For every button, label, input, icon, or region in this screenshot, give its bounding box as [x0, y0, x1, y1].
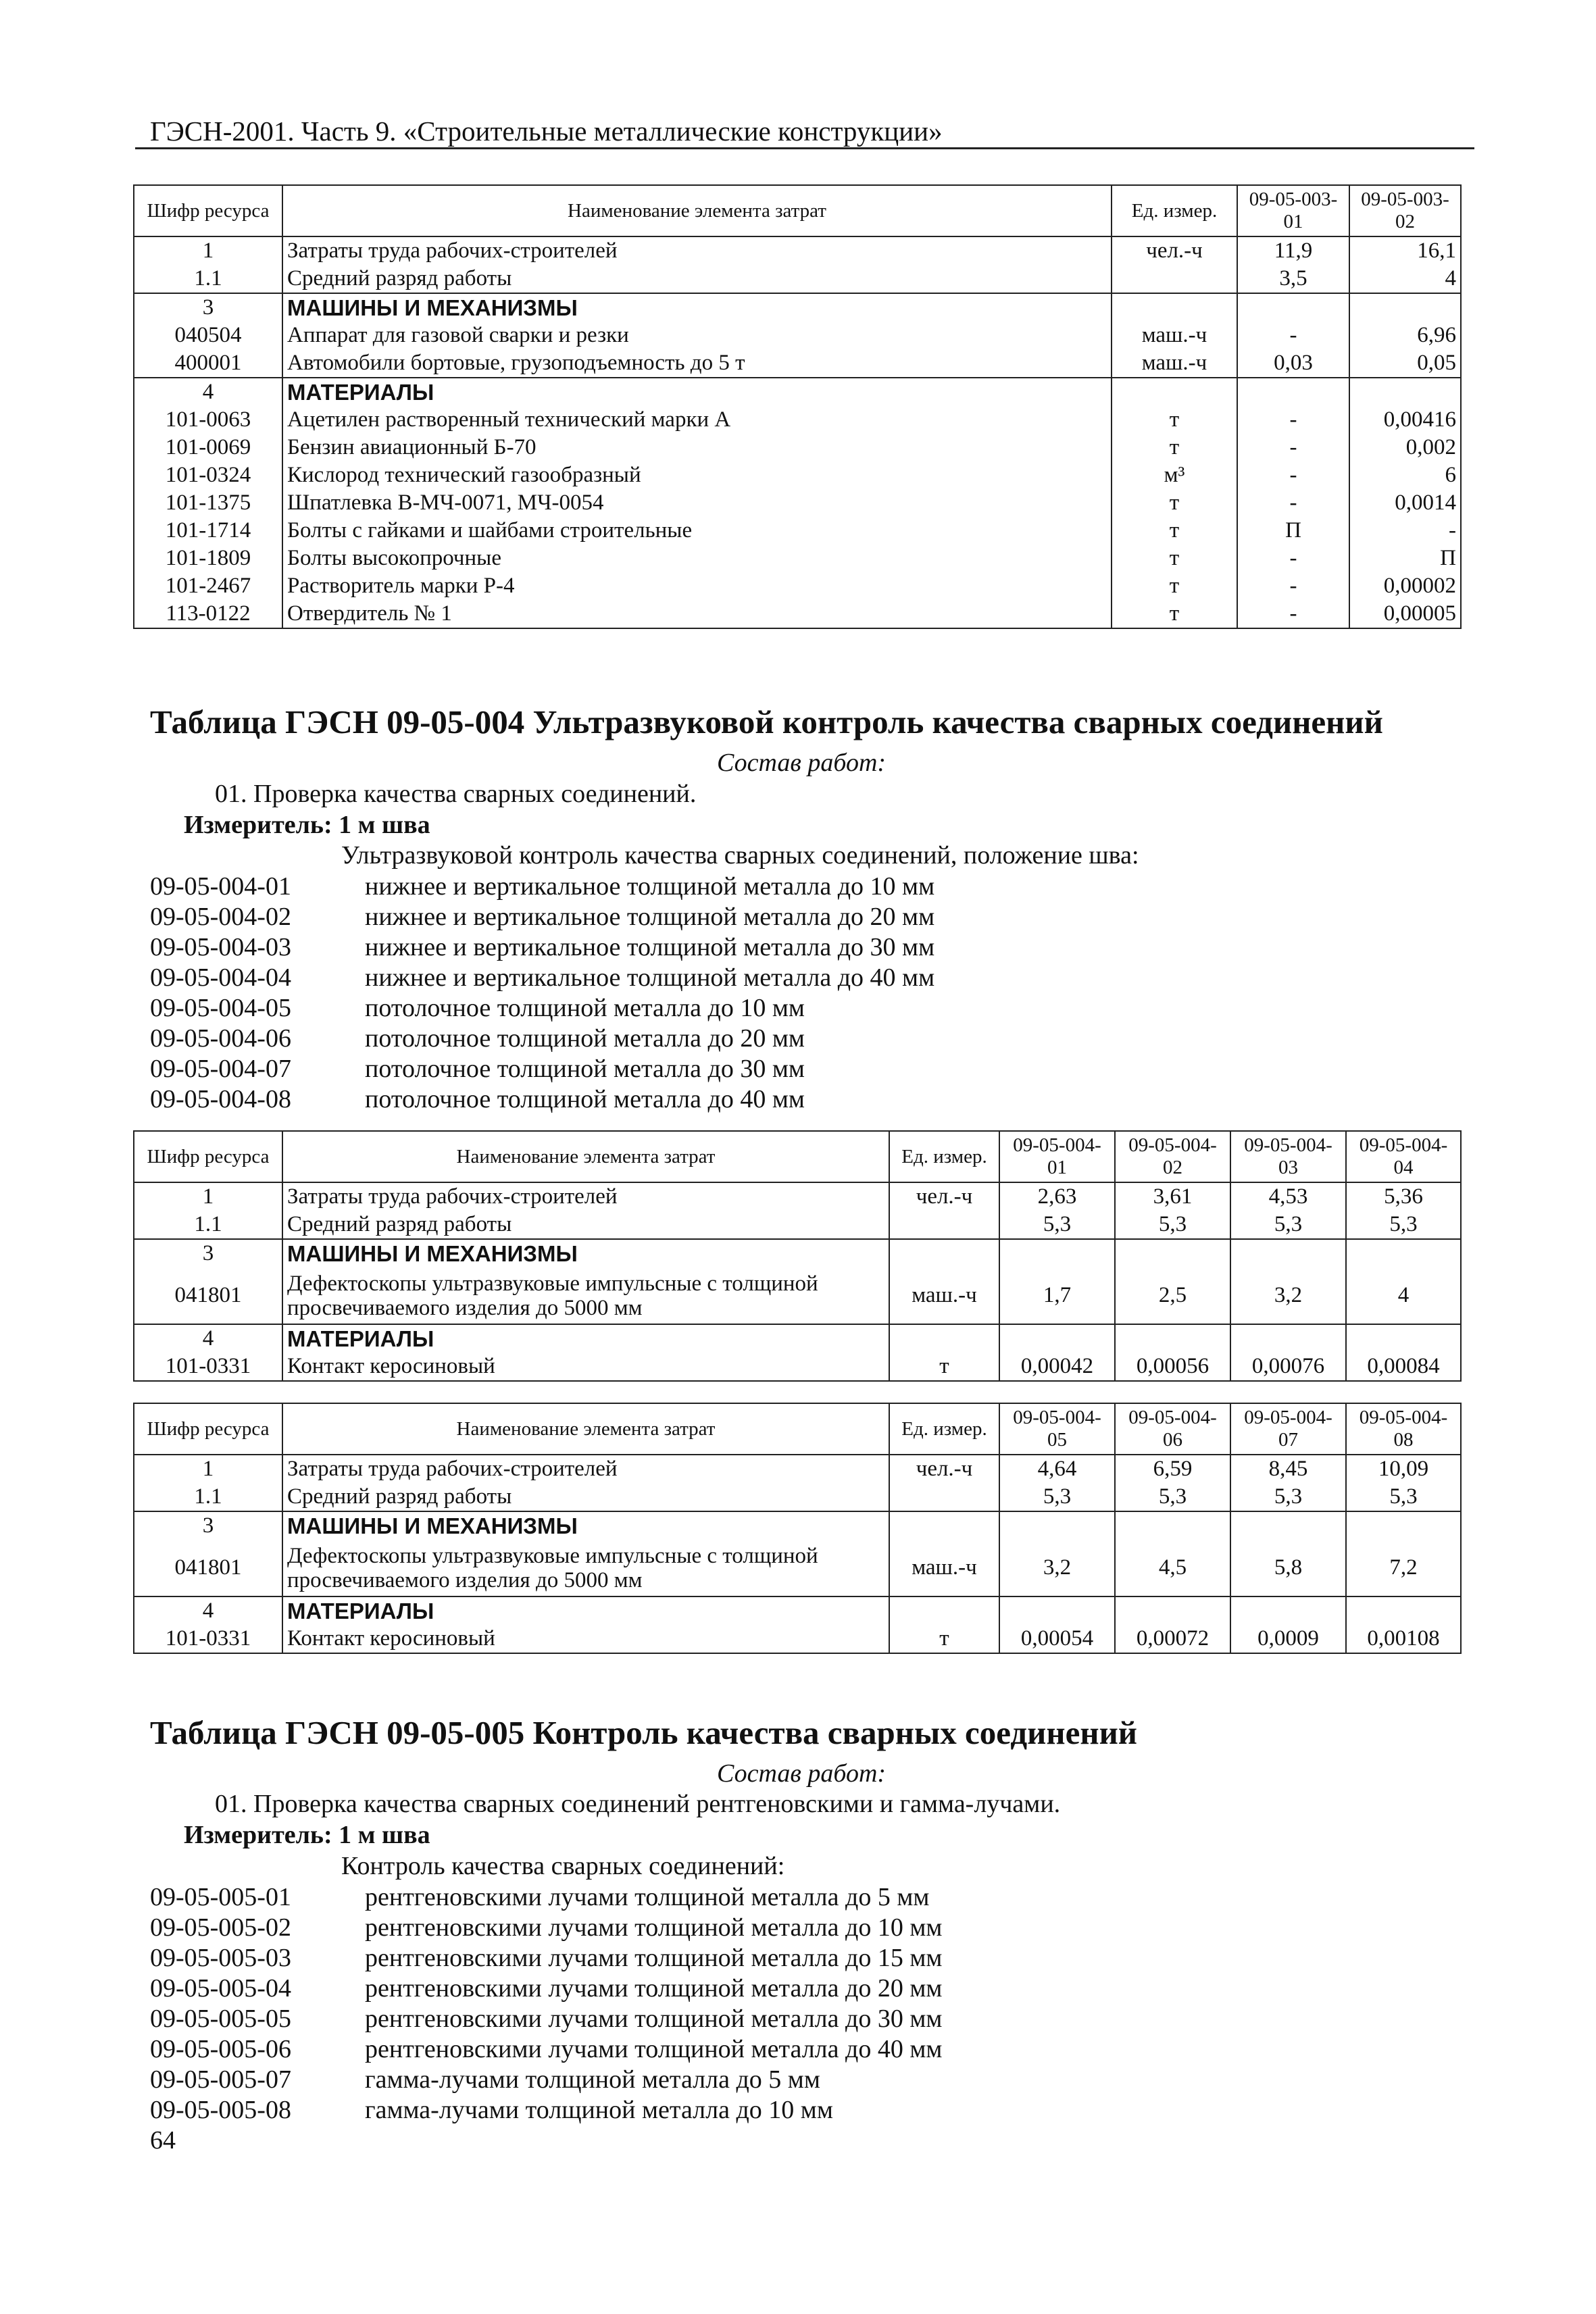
table-row: [134, 265, 1461, 293]
code-list-item: [150, 2004, 942, 2034]
resource-code: 040504: [134, 322, 282, 349]
section-004-sostav-label: Состав работ:: [717, 749, 887, 777]
cost-element-name: Ацетилен растворенный технический марки А: [282, 406, 1112, 434]
table-header-row: [134, 1403, 1461, 1455]
table-row: [134, 545, 1461, 572]
table-row: [134, 236, 1461, 265]
table-row: [134, 1211, 1461, 1239]
norm-value: [999, 1324, 1115, 1353]
resource-code: 101-1809: [134, 545, 282, 572]
unit-value: маш.-ч: [1112, 349, 1237, 378]
norm-description: нижнее и вертикальное толщиной металла до 20 мм: [365, 903, 935, 931]
norm-value: 4: [1346, 1267, 1461, 1324]
resource-code: 101-1714: [134, 517, 282, 545]
resource-code: 041801: [134, 1540, 282, 1596]
norm-value: 5,36: [1346, 1182, 1461, 1211]
col-header-code: Шифр ресурса: [134, 1403, 282, 1455]
unit-value: т: [1112, 600, 1237, 628]
norm-value: 0,0009: [1230, 1625, 1346, 1653]
unit-value: [889, 1239, 999, 1267]
page-number: 64: [150, 2126, 176, 2155]
norm-value: 1,7: [999, 1267, 1115, 1324]
norm-description: нижнее и вертикальное толщиной металла до 40 мм: [365, 963, 935, 992]
section-005-intro: Контроль качества сварных соединений:: [341, 1852, 785, 1880]
cost-element-name: Дефектоскопы ультразвуковые импульсные с толщиной просвечиваемого изделия до 5000 мм: [282, 1267, 889, 1324]
section-row: [134, 1324, 1461, 1353]
norm-code: 09-05-004-06: [150, 1024, 291, 1053]
col-header-unit: Ед. измер.: [889, 1131, 999, 1182]
cost-element-name: Растворитель марки Р-4: [282, 572, 1112, 600]
unit-value: маш.-ч: [889, 1267, 999, 1324]
norm-value: [1115, 1324, 1230, 1353]
table-row: [134, 1267, 1461, 1324]
norm-value: 5,3: [999, 1211, 1115, 1239]
norm-code: 09-05-005-02: [150, 1913, 291, 1942]
cost-element-name: МАШИНЫ И МЕХАНИЗМЫ: [282, 1239, 889, 1267]
norm-value: 4,64: [999, 1455, 1115, 1483]
code-list-item: [150, 902, 934, 932]
col-header-code: Шифр ресурса: [134, 1131, 282, 1182]
section-005-code-list: [150, 1882, 942, 2126]
table-row: [134, 322, 1461, 349]
norm-code: 09-05-004-01: [150, 872, 291, 901]
norm-description: рентгеновскими лучами толщиной металла до 40 мм: [365, 2035, 943, 2063]
table-row: [134, 1483, 1461, 1511]
cost-element-name: Бензин авиационный Б-70: [282, 434, 1112, 461]
norm-description: потолочное толщиной металла до 40 мм: [365, 1085, 805, 1113]
col-header-name: Наименование элемента затрат: [282, 1131, 889, 1182]
table-row: [134, 1182, 1461, 1211]
cost-element-name: Средний разряд работы: [282, 1483, 889, 1511]
norm-value: -: [1237, 461, 1349, 489]
norm-value: 0,00054: [999, 1625, 1115, 1653]
norm-value: [1115, 1511, 1230, 1540]
norm-value: 4,53: [1230, 1182, 1346, 1211]
table-row: [134, 517, 1461, 545]
norm-value: 6,59: [1115, 1455, 1230, 1483]
table-row: [134, 489, 1461, 517]
norm-value: 5,3: [1230, 1211, 1346, 1239]
norm-value: -: [1237, 600, 1349, 628]
unit-value: [889, 1324, 999, 1353]
norm-value: -: [1237, 434, 1349, 461]
resource-code: 400001: [134, 349, 282, 378]
resource-code: 3: [134, 293, 282, 322]
norm-code: 09-05-004-08: [150, 1085, 291, 1113]
norm-value: 0,00076: [1230, 1353, 1346, 1381]
cost-element-name: Болты с гайками и шайбами строительные: [282, 517, 1112, 545]
norm-value: П: [1349, 545, 1461, 572]
code-list-item: [150, 932, 934, 963]
cost-element-name: Средний разряд работы: [282, 1211, 889, 1239]
col-header-norm: 09-05-004-07: [1230, 1403, 1346, 1455]
norm-value: [1230, 1596, 1346, 1625]
code-list-item: [150, 963, 934, 993]
norm-value: 5,8: [1230, 1540, 1346, 1596]
section-004-measure: Измеритель: 1 м шва: [184, 811, 430, 839]
norm-value: [1230, 1239, 1346, 1267]
unit-value: т: [889, 1625, 999, 1653]
unit-value: [889, 1483, 999, 1511]
norm-description: потолочное толщиной металла до 10 мм: [365, 994, 805, 1022]
col-header-norm: 09-05-004-08: [1346, 1403, 1461, 1455]
norm-value: 16,1: [1349, 236, 1461, 265]
resource-code: 101-1375: [134, 489, 282, 517]
unit-value: т: [889, 1353, 999, 1381]
norm-value: 10,09: [1346, 1455, 1461, 1483]
norm-value: 0,00416: [1349, 406, 1461, 434]
resource-code: 1.1: [134, 265, 282, 293]
norm-value: -: [1237, 572, 1349, 600]
norm-value: 2,63: [999, 1182, 1115, 1211]
norm-value: 6: [1349, 461, 1461, 489]
norm-value: 0,00005: [1349, 600, 1461, 628]
unit-value: [1112, 265, 1237, 293]
section-005-measure: Измеритель: 1 м шва: [184, 1821, 430, 1849]
section-row: [134, 378, 1461, 406]
norm-value: 0,00002: [1349, 572, 1461, 600]
resource-code: 1: [134, 1182, 282, 1211]
unit-value: [1112, 378, 1237, 406]
code-list-item: [150, 1882, 942, 1913]
table-row: [134, 1625, 1461, 1653]
norm-value: [1115, 1596, 1230, 1625]
norm-value: 2,5: [1115, 1267, 1230, 1324]
cost-element-name: Контакт керосиновый: [282, 1353, 889, 1381]
cost-element-name: Дефектоскопы ультразвуковые импульсные с толщиной просвечиваемого изделия до 5000 мм: [282, 1540, 889, 1596]
cost-element-name: Болты высокопрочные: [282, 545, 1112, 572]
resource-code: 3: [134, 1239, 282, 1267]
norm-value: [999, 1239, 1115, 1267]
norm-value: 0,05: [1349, 349, 1461, 378]
resource-code: 101-0331: [134, 1353, 282, 1381]
norm-code: 09-05-005-07: [150, 2065, 291, 2094]
norm-value: 6,96: [1349, 322, 1461, 349]
cost-element-name: Контакт керосиновый: [282, 1625, 889, 1653]
resource-code: 4: [134, 1596, 282, 1625]
norm-value: 3,5: [1237, 265, 1349, 293]
norm-description: гамма-лучами толщиной металла до 10 мм: [365, 2096, 833, 2124]
resource-code: 1.1: [134, 1483, 282, 1511]
cost-element-name: Затраты труда рабочих-строителей: [282, 1455, 889, 1483]
norm-value: [1349, 293, 1461, 322]
unit-value: т: [1112, 489, 1237, 517]
col-header-norm: 09-05-004-06: [1115, 1403, 1230, 1455]
norm-code: 09-05-005-04: [150, 1974, 291, 2003]
code-list-item: [150, 2034, 942, 2065]
col-header-code: Шифр ресурса: [134, 185, 282, 236]
section-row: [134, 1596, 1461, 1625]
code-list-item: [150, 1054, 934, 1084]
table-row: [134, 406, 1461, 434]
norm-value: 3,2: [1230, 1267, 1346, 1324]
table-row: [134, 1540, 1461, 1596]
unit-value: чел.-ч: [889, 1182, 999, 1211]
resource-code: 3: [134, 1511, 282, 1540]
cost-element-name: Затраты труда рабочих-строителей: [282, 1182, 889, 1211]
resource-code: 4: [134, 1324, 282, 1353]
norm-description: рентгеновскими лучами толщиной металла до 20 мм: [365, 1974, 943, 2003]
norm-value: -: [1237, 322, 1349, 349]
norm-code: 09-05-005-03: [150, 1944, 291, 1972]
cost-element-name: МАТЕРИАЛЫ: [282, 1324, 889, 1353]
norm-value: 11,9: [1237, 236, 1349, 265]
col-header-unit: Ед. измер.: [889, 1403, 999, 1455]
cost-element-name: Отвердитель № 1: [282, 600, 1112, 628]
norm-code: 09-05-005-08: [150, 2096, 291, 2124]
resource-code: 041801: [134, 1267, 282, 1324]
section-004-intro: Ультразвуковой контроль качества сварных соединений, положение шва:: [341, 841, 1139, 870]
section-005-work-item: 01. Проверка качества сварных соединений рентгеновскими и гамма-лучами.: [215, 1790, 1061, 1818]
cost-element-name: Затраты труда рабочих-строителей: [282, 236, 1112, 265]
table-row: [134, 572, 1461, 600]
page-header: ГЭСН-2001. Часть 9. «Строительные металлические конструкции»: [150, 116, 943, 147]
cost-element-name: МАШИНЫ И МЕХАНИЗМЫ: [282, 1511, 889, 1540]
col-header-norm: 09-05-003-02: [1349, 185, 1461, 236]
unit-value: т: [1112, 545, 1237, 572]
col-header-norm: 09-05-004-02: [1115, 1131, 1230, 1182]
unit-value: т: [1112, 434, 1237, 461]
col-header-norm: 09-05-004-04: [1346, 1131, 1461, 1182]
code-list-item: [150, 993, 934, 1024]
cost-element-name: МАТЕРИАЛЫ: [282, 1596, 889, 1625]
norm-value: 0,002: [1349, 434, 1461, 461]
norm-value: 0,00072: [1115, 1625, 1230, 1653]
section-row: [134, 293, 1461, 322]
norm-value: [1230, 1511, 1346, 1540]
resource-code: 4: [134, 378, 282, 406]
norm-value: 4,5: [1115, 1540, 1230, 1596]
table-header-row: [134, 185, 1461, 236]
unit-value: т: [1112, 572, 1237, 600]
norm-description: рентгеновскими лучами толщиной металла до 15 мм: [365, 1944, 943, 1972]
col-header-name: Наименование элемента затрат: [282, 1403, 889, 1455]
resource-code: 1.1: [134, 1211, 282, 1239]
table-row: [134, 434, 1461, 461]
unit-value: [889, 1511, 999, 1540]
norm-value: [1237, 293, 1349, 322]
norm-value: 0,00084: [1346, 1353, 1461, 1381]
unit-value: [1112, 293, 1237, 322]
norm-value: [1346, 1596, 1461, 1625]
norm-code: 09-05-005-05: [150, 2005, 291, 2033]
norm-description: нижнее и вертикальное толщиной металла до 10 мм: [365, 872, 935, 901]
table-row: [134, 1353, 1461, 1381]
norm-value: 5,3: [1115, 1211, 1230, 1239]
norm-value: 5,3: [999, 1483, 1115, 1511]
norm-description: потолочное толщиной металла до 30 мм: [365, 1055, 805, 1083]
unit-value: т: [1112, 517, 1237, 545]
norm-code: 09-05-004-02: [150, 903, 291, 931]
norm-code: 09-05-005-06: [150, 2035, 291, 2063]
section-004-title: Таблица ГЭСН 09-05-004 Ультразвуковой контроль качества сварных соединений: [150, 703, 1383, 740]
norm-value: 0,00056: [1115, 1353, 1230, 1381]
code-list-item: [150, 1973, 942, 2004]
norm-value: 3,2: [999, 1540, 1115, 1596]
norm-value: 0,00108: [1346, 1625, 1461, 1653]
unit-value: чел.-ч: [889, 1455, 999, 1483]
norm-description: потолочное толщиной металла до 20 мм: [365, 1024, 805, 1053]
cost-element-name: Кислород технический газообразный: [282, 461, 1112, 489]
table-row: [134, 600, 1461, 628]
table-row: [134, 349, 1461, 378]
norm-value: -: [1237, 489, 1349, 517]
col-header-norm: 09-05-004-01: [999, 1131, 1115, 1182]
norm-value: 5,3: [1115, 1483, 1230, 1511]
table-row: [134, 1455, 1461, 1483]
norm-description: рентгеновскими лучами толщиной металла до 30 мм: [365, 2005, 943, 2033]
norm-value: [1346, 1324, 1461, 1353]
norm-value: 4: [1349, 265, 1461, 293]
norm-value: [1346, 1511, 1461, 1540]
norm-value: [1237, 378, 1349, 406]
norm-value: 0,0014: [1349, 489, 1461, 517]
section-005-title: Таблица ГЭСН 09-05-005 Контроль качества сварных соединений: [150, 1714, 1138, 1751]
code-list-item: [150, 1943, 942, 1973]
unit-value: чел.-ч: [1112, 236, 1237, 265]
norm-description: рентгеновскими лучами толщиной металла до 5 мм: [365, 1883, 930, 1911]
cost-element-name: МАТЕРИАЛЫ: [282, 378, 1112, 406]
norm-value: 0,03: [1237, 349, 1349, 378]
code-list-item: [150, 2095, 942, 2126]
norm-code: 09-05-004-07: [150, 1055, 291, 1083]
norm-value: 5,3: [1346, 1483, 1461, 1511]
norm-value: [1230, 1324, 1346, 1353]
cost-table-003: [133, 184, 1462, 629]
cost-element-name: Автомобили бортовые, грузоподъемность до 5 т: [282, 349, 1112, 378]
norm-value: 5,3: [1230, 1483, 1346, 1511]
code-list-item: [150, 2065, 942, 2095]
code-list-item: [150, 1913, 942, 1943]
code-list-item: [150, 1084, 934, 1115]
resource-code: 101-0063: [134, 406, 282, 434]
resource-code: 101-0069: [134, 434, 282, 461]
col-header-norm: 09-05-004-05: [999, 1403, 1115, 1455]
table-row: [134, 461, 1461, 489]
unit-value: маш.-ч: [889, 1540, 999, 1596]
cost-element-name: Средний разряд работы: [282, 265, 1112, 293]
norm-value: [999, 1596, 1115, 1625]
norm-value: 7,2: [1346, 1540, 1461, 1596]
norm-description: рентгеновскими лучами толщиной металла до 10 мм: [365, 1913, 943, 1942]
unit-value: [889, 1596, 999, 1625]
norm-value: 0,00042: [999, 1353, 1115, 1381]
norm-value: 5,3: [1346, 1211, 1461, 1239]
resource-code: 1: [134, 1455, 282, 1483]
cost-element-name: МАШИНЫ И МЕХАНИЗМЫ: [282, 293, 1112, 322]
section-004-code-list: [150, 872, 934, 1115]
norm-value: [999, 1511, 1115, 1540]
cost-element-name: Шпатлевка В-МЧ-0071, МЧ-0054: [282, 489, 1112, 517]
cost-element-name: Аппарат для газовой сварки и резки: [282, 322, 1112, 349]
resource-code: 101-2467: [134, 572, 282, 600]
resource-code: 101-0331: [134, 1625, 282, 1653]
norm-code: 09-05-004-04: [150, 963, 291, 992]
resource-code: 113-0122: [134, 600, 282, 628]
col-header-name: Наименование элемента затрат: [282, 185, 1112, 236]
unit-value: [889, 1211, 999, 1239]
norm-code: 09-05-004-03: [150, 933, 291, 961]
norm-description: нижнее и вертикальное толщиной металла до 30 мм: [365, 933, 935, 961]
norm-value: 8,45: [1230, 1455, 1346, 1483]
unit-value: т: [1112, 406, 1237, 434]
section-004-work-item: 01. Проверка качества сварных соединений.: [215, 780, 697, 808]
col-header-norm: 09-05-004-03: [1230, 1131, 1346, 1182]
resource-code: 101-0324: [134, 461, 282, 489]
unit-value: маш.-ч: [1112, 322, 1237, 349]
norm-value: [1115, 1239, 1230, 1267]
col-header-unit: Ед. измер.: [1112, 185, 1237, 236]
norm-code: 09-05-005-01: [150, 1883, 291, 1911]
section-005-sostav-label: Состав работ:: [717, 1759, 887, 1788]
norm-value: -: [1237, 545, 1349, 572]
resource-code: 1: [134, 236, 282, 265]
norm-value: [1346, 1239, 1461, 1267]
col-header-norm: 09-05-003-01: [1237, 185, 1349, 236]
table-header-row: [134, 1131, 1461, 1182]
section-row: [134, 1511, 1461, 1540]
header-rule: [135, 147, 1474, 149]
norm-code: 09-05-004-05: [150, 994, 291, 1022]
code-list-item: [150, 1024, 934, 1054]
norm-value: -: [1237, 406, 1349, 434]
cost-table-004-b: [133, 1403, 1462, 1654]
cost-table-004-a: [133, 1130, 1462, 1382]
norm-value: [1349, 378, 1461, 406]
norm-value: 3,61: [1115, 1182, 1230, 1211]
norm-description: гамма-лучами толщиной металла до 5 мм: [365, 2065, 820, 2094]
norm-value: П: [1237, 517, 1349, 545]
unit-value: м³: [1112, 461, 1237, 489]
section-row: [134, 1239, 1461, 1267]
code-list-item: [150, 872, 934, 902]
norm-value: -: [1349, 517, 1461, 545]
